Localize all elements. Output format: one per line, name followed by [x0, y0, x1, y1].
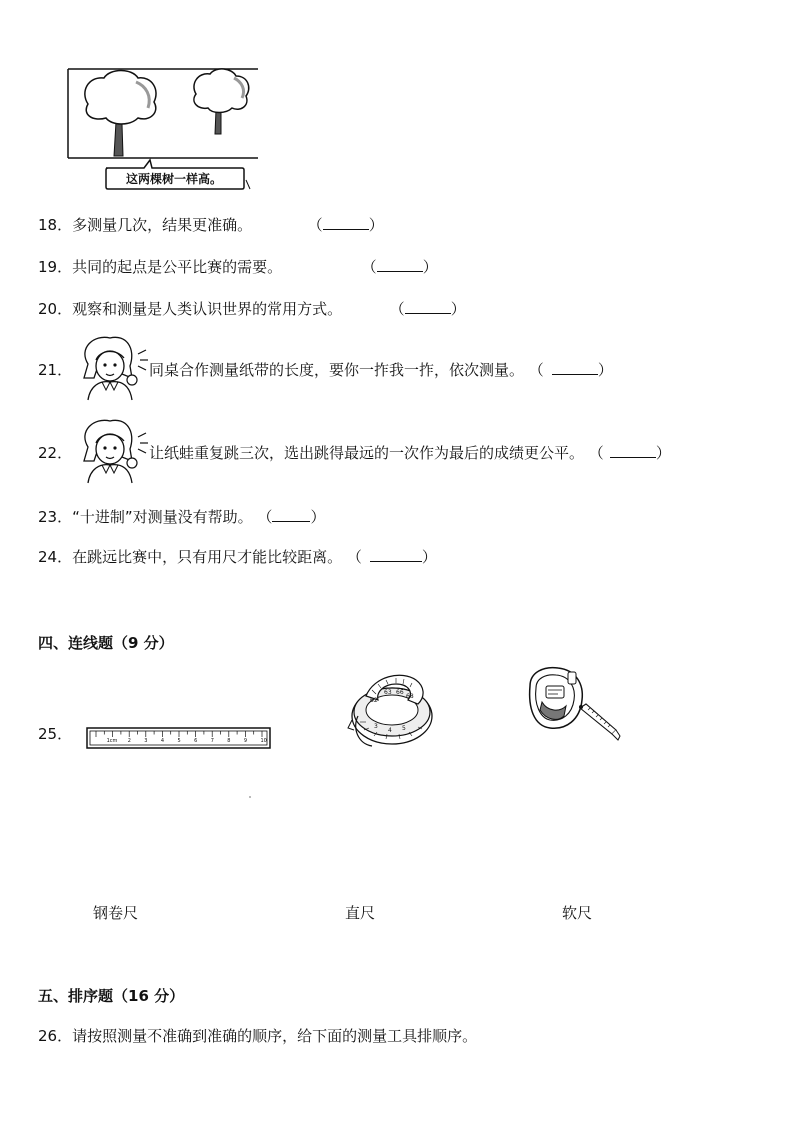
girl-avatar-icon — [72, 334, 152, 402]
tape-number-label: 68 — [406, 693, 414, 700]
ruler-label: 9 — [243, 738, 248, 744]
ruler-label: 2 — [127, 738, 131, 744]
label-straight-ruler[interactable]: 直尺 — [345, 904, 376, 922]
question-text: 同桌合作测量纸带的长度，要你一拃我一拃，依次测量。 — [149, 361, 525, 379]
answer-blank[interactable] — [323, 215, 369, 230]
two-trees-illustration — [66, 64, 262, 194]
section-5-title: 五、排序题（16 分） — [38, 987, 185, 1005]
tape-number-label: 63 — [384, 689, 392, 696]
ruler-label: 1cm — [106, 738, 118, 744]
question-number: 24． — [38, 548, 73, 566]
girl-avatar-icon — [72, 417, 152, 485]
tape-number-label: 66 — [396, 689, 404, 696]
question-23: 23．“十进制”对测量没有帮助。 （ ） — [38, 508, 326, 526]
speech-bubble-text: 这两棵树一样高。 — [125, 172, 223, 186]
question-21-body: 同桌合作测量纸带的长度，要你一拃我一拃，依次测量。 （ ） — [149, 361, 613, 379]
tape-number-label: 62 — [370, 697, 378, 704]
question-number: 23． — [38, 508, 73, 526]
stray-dot — [249, 796, 251, 798]
question-number: 22． — [38, 444, 73, 462]
question-text: “十进制”对测量没有帮助。 — [72, 508, 253, 526]
straight-ruler-image[interactable] — [86, 727, 272, 751]
question-text: 在跳远比赛中，只有用尺才能比较距离。 — [72, 548, 343, 566]
tape-number-label: 5 — [402, 725, 406, 732]
question-21 — [38, 360, 72, 380]
question-number: 26． — [38, 1027, 73, 1045]
answer-blank[interactable] — [272, 507, 310, 522]
ruler-label: 6 — [194, 738, 198, 744]
question-number: 19． — [38, 258, 73, 276]
answer-blank[interactable] — [552, 360, 598, 375]
ruler-label: 8 — [227, 738, 231, 744]
question-text: 让纸蛙重复跳三次，选出跳得最远的一次作为最后的成绩更公平。 — [149, 444, 585, 462]
question-26 — [38, 1026, 477, 1046]
question-number: 21． — [38, 361, 73, 379]
soft-tape-measure-image[interactable] — [344, 666, 440, 750]
ruler-label: 3 — [144, 738, 148, 744]
question-22-body: 让纸蛙重复跳三次，选出跳得最远的一次作为最后的成绩更公平。 （ ） — [149, 444, 671, 462]
ruler-label: 5 — [177, 738, 181, 744]
ruler-label: 4 — [160, 738, 165, 744]
label-steel-tape[interactable]: 钢卷尺 — [93, 904, 139, 922]
label-soft-tape[interactable]: 软尺 — [562, 904, 593, 922]
ruler-label: 10 — [260, 738, 267, 744]
question-18: 18．多测量几次，结果更准确。 （ ） — [38, 216, 384, 234]
question-text: 共同的起点是公平比赛的需要。 — [72, 258, 283, 276]
answer-blank[interactable] — [610, 443, 656, 458]
answer-blank[interactable] — [405, 299, 451, 314]
ruler-label: 7 — [210, 738, 214, 744]
question-number: 20． — [38, 300, 73, 318]
question-25: 25． — [38, 725, 73, 743]
question-20: 20．观察和测量是人类认识世界的常用方式。 （ ） — [38, 300, 466, 318]
question-22 — [38, 443, 72, 463]
section-4-title: 四、连线题（9 分） — [38, 634, 174, 652]
question-number: 18． — [38, 216, 73, 234]
answer-blank[interactable] — [377, 257, 423, 272]
tape-number-label: 3 — [374, 723, 378, 730]
question-text: 多测量几次，结果更准确。 — [72, 216, 253, 234]
question-24: 24．在跳远比赛中，只有用尺才能比较距离。 （ ） — [38, 548, 437, 566]
answer-blank[interactable] — [370, 547, 422, 562]
question-19: 19．共同的起点是公平比赛的需要。 （ ） — [38, 258, 438, 276]
steel-tape-measure-image[interactable] — [520, 664, 624, 754]
question-text: 请按照测量不准确到准确的顺序，给下面的测量工具排顺序。 — [72, 1027, 478, 1045]
question-text: 观察和测量是人类认识世界的常用方式。 — [72, 300, 343, 318]
tape-number-label: 4 — [388, 727, 392, 734]
